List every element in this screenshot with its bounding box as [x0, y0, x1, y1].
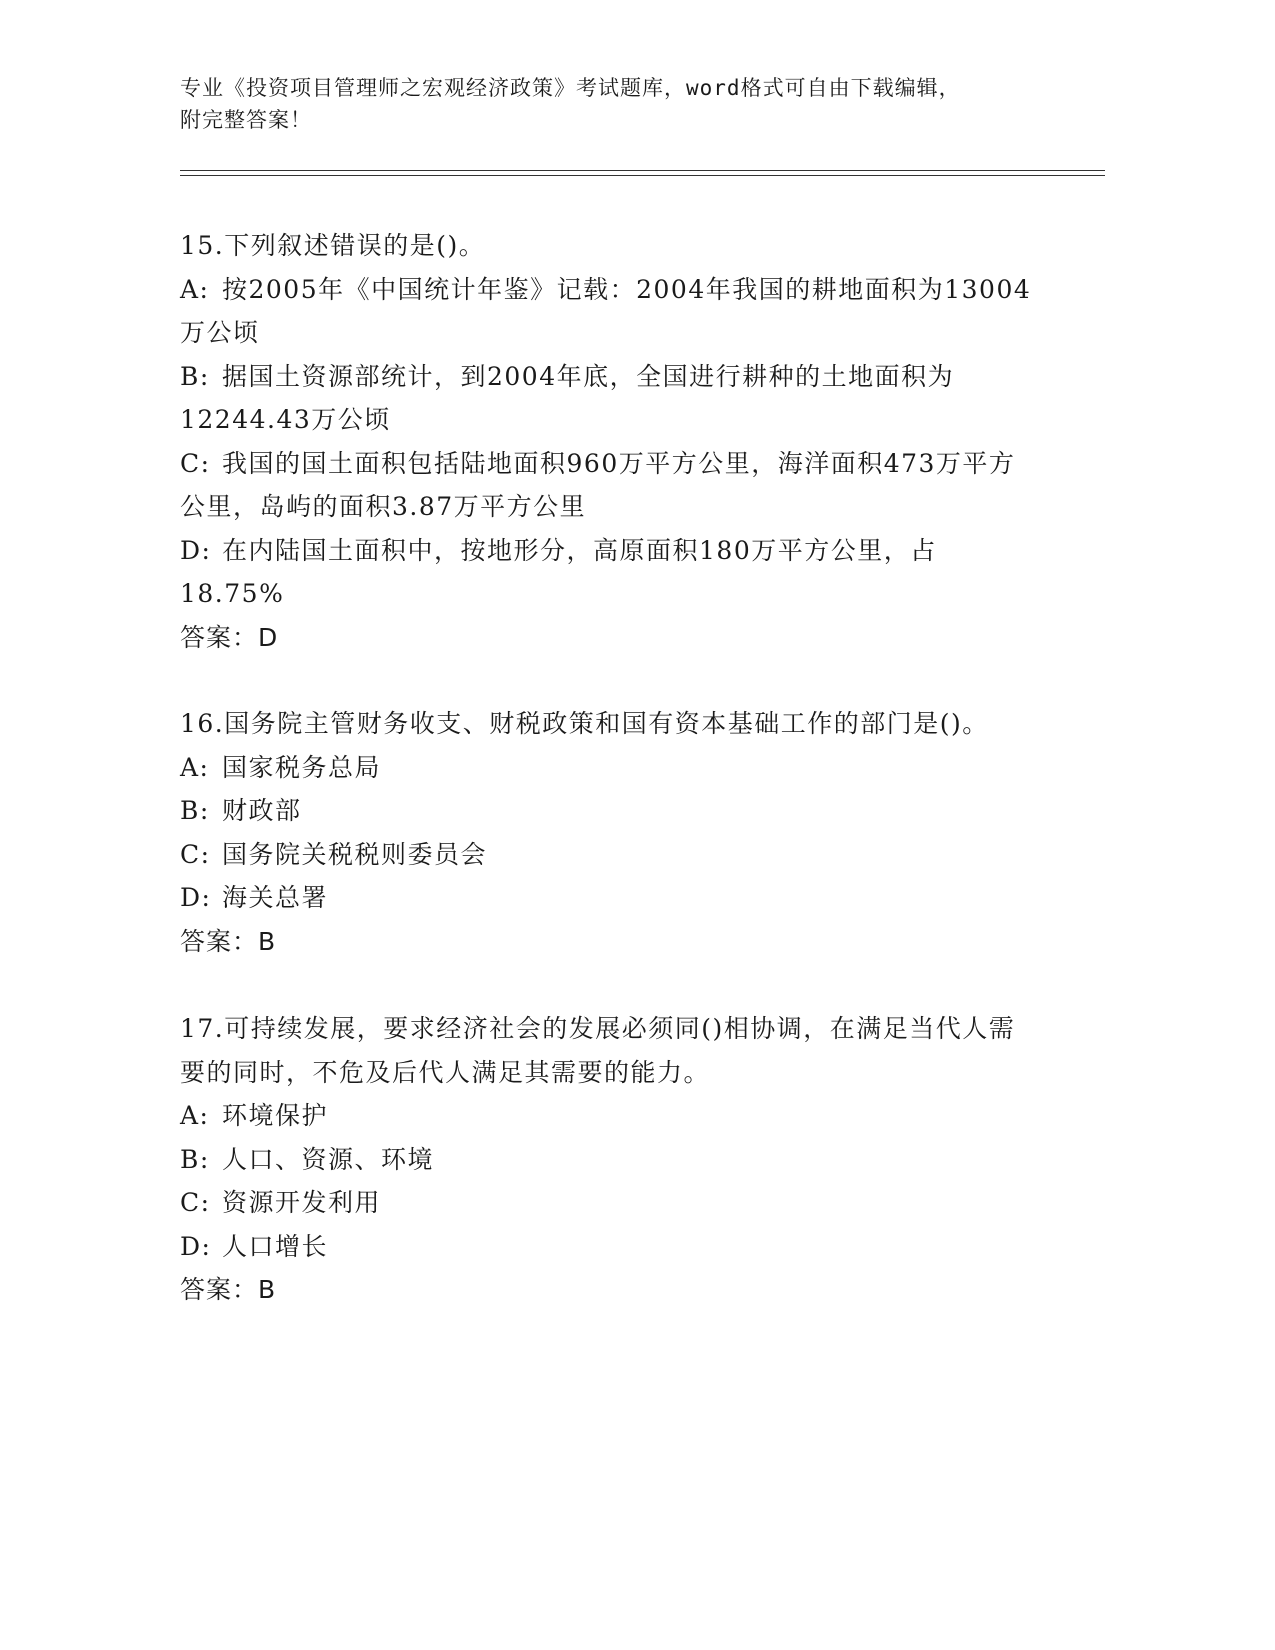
question-17: [180, 1007, 1040, 1312]
option-text: 据国土资源部统计，到2004年底，全国进行耕种的土地面积为12244.43万公顷: [180, 361, 955, 434]
option-letter: C:: [180, 839, 211, 869]
option-text: 财政部: [222, 796, 302, 825]
option-text: 环境保护: [222, 1101, 329, 1130]
option-text: 按2005年《中国统计年鉴》记载：2004年我国的耕地面积为13004万公顷: [180, 274, 1032, 347]
option-c: [180, 833, 1040, 877]
option-letter: C:: [180, 448, 211, 478]
option-b: [180, 789, 1040, 833]
question-stem: 16.国务院主管财务收支、财税政策和国有资本基础工作的部门是()。: [180, 709, 989, 738]
option-letter: D:: [180, 1231, 212, 1261]
option-d: [180, 876, 1040, 920]
question-16: [180, 702, 1040, 963]
option-d: [180, 1225, 1040, 1269]
header-divider-top: [180, 170, 1105, 171]
option-c: [180, 442, 1040, 529]
option-letter: C:: [180, 1188, 211, 1217]
option-text: 我国的国土面积包括陆地面积960万平方公里，海洋面积473万平方公里，岛屿的面积3.87万平方公里: [180, 448, 1016, 521]
answer-label: 答案：D: [180, 622, 279, 652]
option-letter: A:: [180, 752, 210, 782]
option-d: [180, 529, 1040, 616]
option-a: [180, 746, 1040, 790]
option-b: [180, 1138, 1040, 1182]
answer-label: 答案：B: [180, 926, 277, 956]
option-letter: D:: [180, 883, 212, 912]
option-c: [180, 1181, 1040, 1225]
option-letter: B:: [180, 361, 210, 391]
header-divider-bottom: [180, 175, 1105, 176]
option-text: 在内陆国土面积中，按地形分，高原面积180万平方公里，占18.75%: [180, 535, 937, 608]
option-text: 人口、资源、环境: [222, 1144, 435, 1174]
option-letter: A:: [180, 274, 210, 304]
option-a: [180, 1094, 1040, 1138]
option-text: 国家税务总局: [222, 752, 382, 782]
option-text: 海关总署: [222, 883, 329, 912]
answer-label: 答案：B: [180, 1275, 277, 1304]
option-text: 资源开发利用: [222, 1188, 382, 1217]
question-15: [180, 224, 1040, 659]
option-letter: A:: [180, 1101, 210, 1130]
option-letter: B:: [180, 796, 210, 825]
option-letter: B:: [180, 1144, 210, 1174]
option-a: [180, 268, 1040, 355]
option-b: [180, 355, 1040, 442]
header-line-2: 附完整答案！: [180, 108, 312, 132]
question-stem: 15.下列叙述错误的是()。: [180, 231, 486, 260]
question-stem: 17.可持续发展，要求经济社会的发展必须同()相协调，在满足当代人需要的同时，不危及后代人满足其需要的能力。: [180, 1014, 1016, 1087]
header-line-1: 专业《投资项目管理师之宏观经济政策》考试题库，word格式可自由下载编辑，: [180, 76, 961, 100]
option-text: 国务院关税税则委员会: [222, 839, 488, 869]
option-letter: D:: [180, 535, 212, 565]
document-header: [180, 72, 1060, 136]
option-text: 人口增长: [222, 1231, 329, 1261]
